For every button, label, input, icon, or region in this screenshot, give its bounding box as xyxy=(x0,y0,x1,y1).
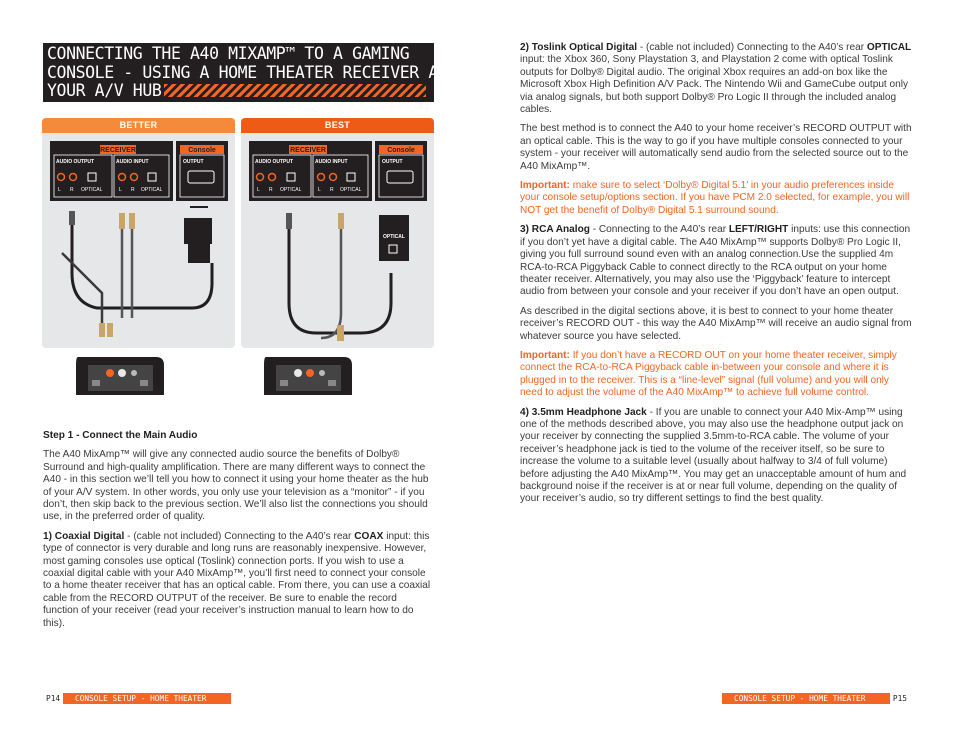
title-line-1: CONNECTING THE A40 MIXAMP™ TO A GAMING xyxy=(47,44,410,63)
console-output-label: OUTPUT xyxy=(382,159,403,165)
best-in-optical-label: OPTICAL xyxy=(340,187,362,193)
best-out-optical-label: OPTICAL xyxy=(280,187,302,193)
better-in-r-label: R xyxy=(131,187,135,193)
better-out-r-label: R xyxy=(70,187,74,193)
better-in-optical-label: OPTICAL xyxy=(141,187,163,193)
toslink-term: OPTICAL xyxy=(866,42,912,53)
coaxial-heading: 1) Coaxial Digital xyxy=(43,530,125,542)
record-out-paragraph: As described in the digital sections above, it is best to connect to your home theater receiver’s RECORD OUT - this way the A40 MixAmp™ will receive an audio signal from whatever source you have selected. xyxy=(520,305,912,342)
receiver-label: RECEIVER xyxy=(100,147,136,154)
important-note-2 xyxy=(520,350,912,400)
best-out-r-label: R xyxy=(269,187,273,193)
diagram-best-illustration xyxy=(241,133,434,348)
console-label: Console xyxy=(387,147,415,154)
coaxial-text-a: - (cable not included) Connecting to the A40’s rear xyxy=(124,530,355,542)
step1-body: The A40 MixAmp™ will give any connected audio source the benefits of Dolby® Surround and high-quality amplification. There are many different ways to connect the A40 - in this section we’ll tell you how to connect it using your home theater as the hub of your A/V system. In other words, you only use your television as a “monitor” - if you don’t, then skip back to the previous section. We’ll also list the connections you should use, in the preferred order of quality. xyxy=(43,449,429,523)
toslink-heading: 2) Toslink Optical Digital xyxy=(520,42,638,53)
headphone-body: - If you are unable to connect your A40 Mix-Amp™ using one of the methods described above, you may also use the headphone output jack on your receiver by connecting the supplied 3.5mm-to-RCA cable. The volume of your receiver’s headphone jack is tied to the volume of the receiver itself, so be sure to increase the volume to a suitable level (usually about halfway to 3/4 of full volume) before adjusting the A40 MixAmp™. You may get an unacceptable amount of hum and background noise if the receiver is at or near full volume, depending on the quality of your receiver’s audio, so try different settings to find the best quality. xyxy=(520,406,907,505)
important-note-1 xyxy=(520,180,912,217)
best-in-r-label: R xyxy=(330,187,334,193)
right-column xyxy=(520,42,912,513)
headphone-heading: 4) 3.5mm Headphone Jack xyxy=(520,406,647,418)
optical-plug-label: OPTICAL xyxy=(383,234,405,240)
better-out-l-label: L xyxy=(58,187,61,193)
rca-term: LEFT/RIGHT xyxy=(728,224,789,236)
diagram-better xyxy=(42,118,235,348)
important-2-body: If you don’t have a RECORD OUT on your home theater receiver, simply connect the RCA-to-RCA Piggyback cable in-between your console and where it is plugged in to the receiver. This is a “line-level” signal (full volume) and you will only need to adjust the volume of the A40 MixAmp™ to achieve full volume control. xyxy=(520,349,897,399)
rca-text-c: inputs: use this connection if you don’t yet have a digital cable. The A40 MixAmp™ supports Dolby® Pro Logic II, giving you full surround sound even with an analog connection.Use the supplied 4m RCA-to-RCA Piggyback Cable to connect directly to the RCA output on your home theater receiver. Alternatively, you may also use the ‘Piggyback’ feature to intercept audio from between your console and your receiver if you don’t have an open output. xyxy=(520,224,911,298)
page-number-right: P15 xyxy=(890,693,910,704)
console-label: Console xyxy=(188,147,216,154)
toslink-paragraph xyxy=(520,42,912,116)
console-output-label: OUTPUT xyxy=(183,159,204,165)
diagram-better-illustration xyxy=(42,133,235,348)
better-out-optical-label: OPTICAL xyxy=(81,187,103,193)
audio-input-label: AUDIO INPUT xyxy=(315,159,348,165)
best-in-l-label: L xyxy=(318,187,321,193)
diagram-better-header: BETTER xyxy=(42,118,235,133)
best-method-paragraph: The best method is to connect the A40 to your home receiver’s RECORD OUTPUT with an optical cable. This is the way to go if you have multiple consoles connected to your system - your receiver will automatically send audio from the selected source out to the A40 MixAmp™. xyxy=(520,123,912,172)
title-hatch-decoration xyxy=(164,84,426,97)
important-1-heading: Important: xyxy=(520,180,570,192)
left-column xyxy=(43,430,433,637)
better-in-l-label: L xyxy=(119,187,122,193)
coaxial-paragraph xyxy=(43,531,433,630)
diagram-best xyxy=(241,118,434,348)
diagram-best-header: BEST xyxy=(241,118,434,133)
audio-input-label: AUDIO INPUT xyxy=(116,159,149,165)
audio-output-label: AUDIO OUTPUT xyxy=(56,159,95,165)
footer-right xyxy=(722,693,910,704)
coaxial-term: COAX xyxy=(354,530,384,542)
page-title xyxy=(43,43,448,102)
footer-left-text: CONSOLE SETUP - HOME THEATER xyxy=(75,694,207,703)
receiver-label: RECEIVER xyxy=(290,147,326,154)
toslink-text-a: - (cable not included) Connecting to the A40’s rear xyxy=(637,42,867,53)
footer-right-text: CONSOLE SETUP - HOME THEATER xyxy=(734,694,866,703)
headphone-paragraph xyxy=(520,407,912,506)
title-line-2: CONSOLE - USING A HOME THEATER RECEIVER AS xyxy=(47,62,448,82)
coaxial-text-c: input: this type of connector is very durable and long runs are reasonably inexpensive. However, most gaming consoles use optical (Toslink) connection ports. If you wish to use a coaxial digital cable with your A40 MixAmp™, you’ll first need to connect your console to a home theater receiver that has an optical cable. From there, you can use a coaxial cable from the RECORD OUTPUT of the receiver. Be sure to enable the record function of your receiver (read your receiver’s instruction manual to learn how to do this). xyxy=(43,530,431,629)
rca-paragraph xyxy=(520,224,912,298)
audio-output-label: AUDIO OUTPUT xyxy=(255,159,294,165)
mixamp-rear-best xyxy=(258,355,358,397)
mixamp-rear-better xyxy=(70,355,170,397)
step1-heading: Step 1 - Connect the Main Audio xyxy=(43,430,198,441)
title-line-3: YOUR A/V HUB xyxy=(47,81,162,100)
rca-text-a: - Connecting to the A40’s rear xyxy=(589,224,729,236)
footer-left xyxy=(43,693,231,704)
best-out-l-label: L xyxy=(257,187,260,193)
page-number-left: P14 xyxy=(43,693,63,704)
important-1-body: make sure to select ‘Dolby® Digital 5.1’ in your audio preferences inside your console setup/options section. If you have PCM 2.0 selected, for example, you will NOT get the benefit of Dolby® Digital 5.1 surround sound. xyxy=(520,180,910,216)
important-2-heading: Important: xyxy=(520,349,570,361)
rca-heading: 3) RCA Analog xyxy=(520,224,590,236)
toslink-text-c: input: the Xbox 360, Sony Playstation 3, and Playstation 2 come with optical Toslink outputs for Dolby® Digital audio. The original Xbox requires an add-on box like the Microsoft Xbox High Definition A/V Pack. The Nintendo Wii and GameCube output only via analog signals, but both support Dolby® Pro Logic II through the included analog cables. xyxy=(520,54,909,116)
